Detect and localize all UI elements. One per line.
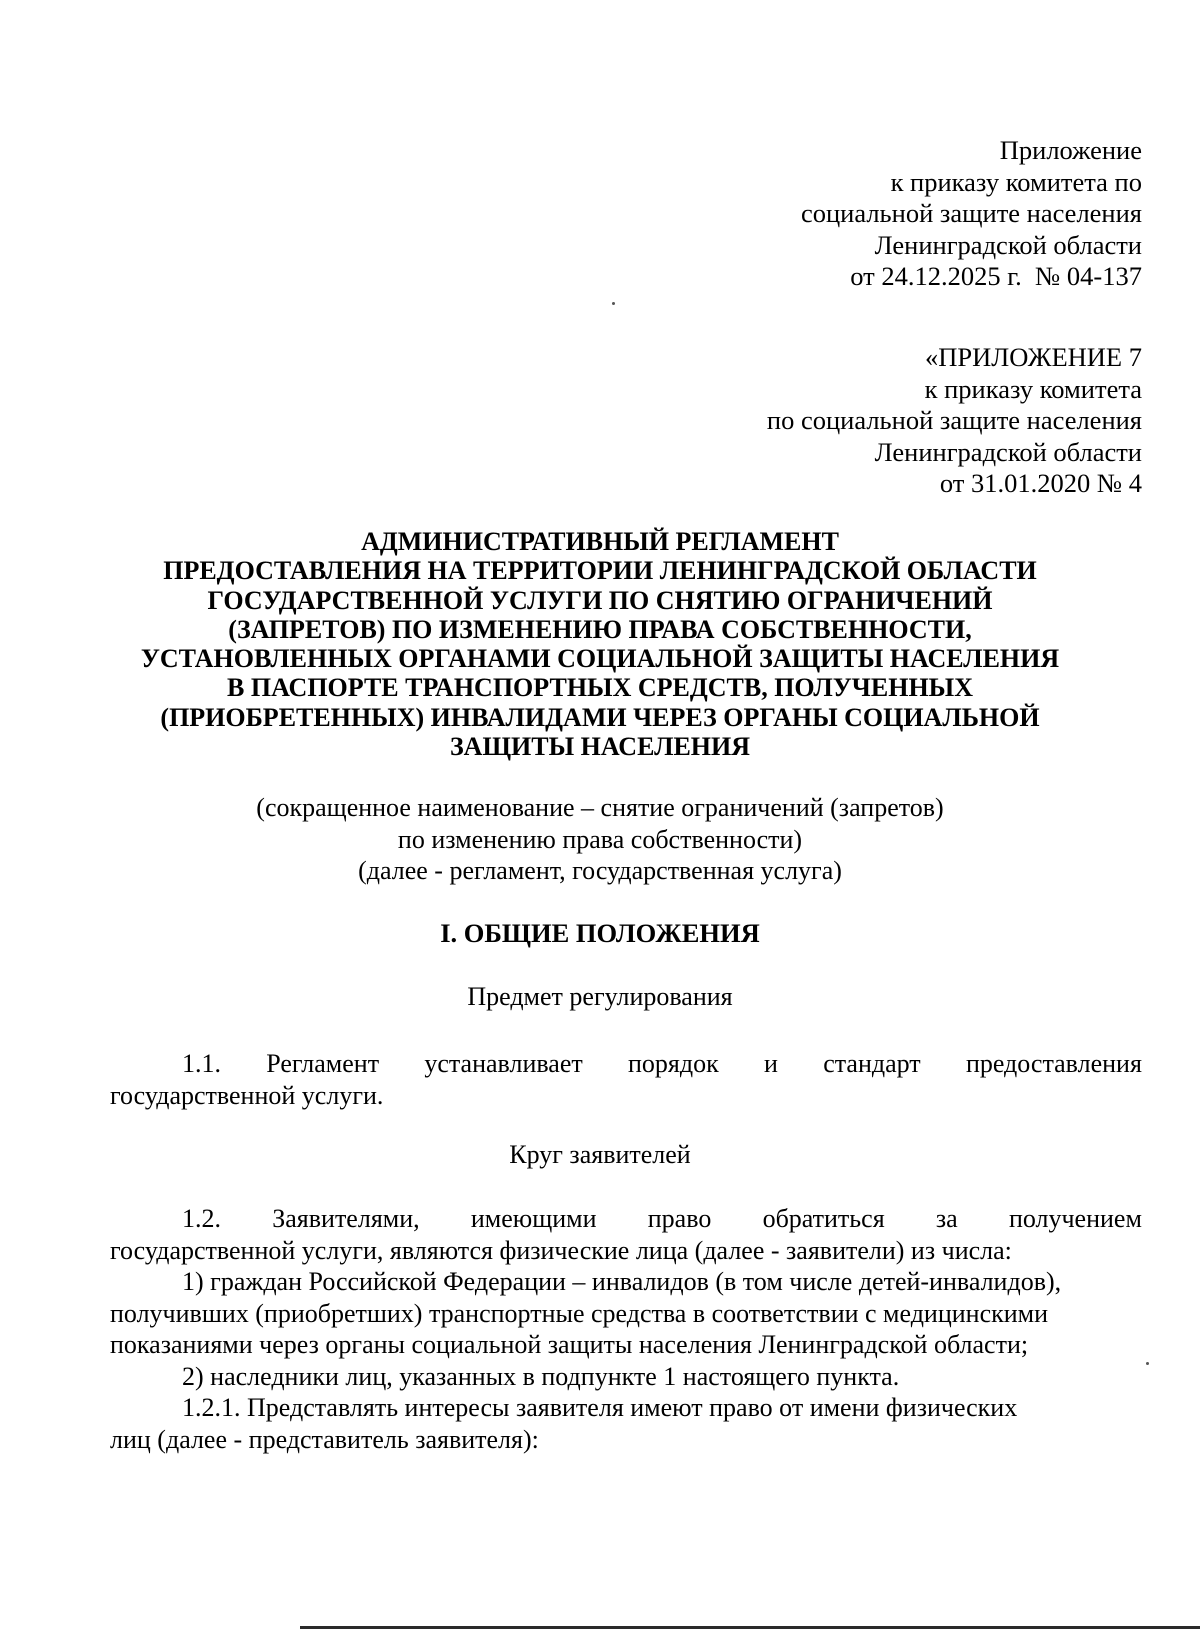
word: право — [647, 1204, 712, 1233]
paragraph-1-2-1-line-2: лиц (далее - представитель заявителя): — [110, 1424, 539, 1454]
short-name-line-3: (далее - регламент, государственная услуга) — [358, 856, 842, 885]
title-line-6: В ПАСПОРТЕ ТРАНСПОРТНЫХ СРЕДСТВ, ПОЛУЧЕННЫХ — [227, 673, 973, 703]
paragraph-1-2 — [110, 1203, 1142, 1455]
item-1-line-2: получивших (приобретших) транспортные средства в соответствии с медицинскими — [110, 1298, 1049, 1328]
short-name-block — [140, 792, 1060, 887]
paragraph-1-1-line-2: государственной услуги. — [110, 1080, 384, 1110]
appendix-current-line-5: от 24.12.2025 г. № 04-137 — [850, 261, 1142, 291]
appendix-current-line-1: Приложение — [999, 135, 1142, 165]
appendix-current-line-4: Ленинградской области — [874, 229, 1142, 260]
title-line-5: УСТАНОВЛЕННЫХ ОРГАНАМИ СОЦИАЛЬНОЙ ЗАЩИТЫ НАСЕЛЕНИЯ — [140, 644, 1060, 674]
appendix-original-line-3: по социальной защите населения — [766, 405, 1142, 435]
title-line-4: (ЗАПРЕТОВ) ПО ИЗМЕНЕНИЮ ПРАВА СОБСТВЕННОСТИ, — [228, 614, 972, 644]
title-line-7: (ПРИОБРЕТЕННЫХ) ИНВАЛИДАМИ ЧЕРЕЗ ОРГАНЫ СОЦИАЛЬНОЙ — [160, 702, 1040, 732]
appendix-current-line-3: социальной защите населения — [800, 198, 1142, 228]
page-bottom-edge — [300, 1626, 1200, 1629]
item-1-line-1: 1) граждан Российской Федерации – инвалидов (в том числе детей-инвалидов), — [182, 1267, 1062, 1296]
section-heading-general: I. ОБЩИЕ ПОЛОЖЕНИЯ — [440, 918, 760, 948]
item-2: 2) наследники лиц, указанных в подпункте 1 настоящего пункта. — [182, 1361, 900, 1391]
regulation-title — [90, 527, 1110, 761]
subheading-applicants: Круг заявителей — [509, 1140, 691, 1169]
paragraph-1-2-1-line-1: 1.2.1. Представлять интересы заявителя имеют право от имени физических — [182, 1393, 1018, 1422]
appendix-original-header — [767, 342, 1142, 500]
appendix-original-line-5: от 31.01.2020 № 4 — [939, 468, 1142, 498]
word: обратиться — [762, 1204, 885, 1233]
title-line-3: ГОСУДАРСТВЕННОЙ УСЛУГИ ПО СНЯТИЮ ОГРАНИЧЕНИЙ — [207, 585, 993, 615]
appendix-current-header — [801, 135, 1142, 293]
word: 1.1. — [182, 1049, 221, 1078]
title-line-1: АДМИНИСТРАТИВНЫЙ РЕГЛАМЕНТ — [361, 527, 839, 556]
scan-speck — [1146, 1362, 1149, 1365]
title-line-8: ЗАЩИТЫ НАСЕЛЕНИЯ — [449, 732, 751, 762]
word: стандарт — [823, 1049, 921, 1078]
scan-speck — [612, 302, 615, 305]
appendix-current-line-2: к приказу комитета по — [890, 166, 1142, 197]
word: и — [764, 1049, 778, 1078]
word: Регламент — [266, 1049, 380, 1078]
word: порядок — [628, 1049, 719, 1078]
appendix-original-line-1: «ПРИЛОЖЕНИЕ 7 — [925, 342, 1142, 372]
paragraph-1-2-line-2: государственной услуги, являются физические лица (далее - заявители) из числа: — [110, 1235, 1012, 1265]
item-1-line-3: показаниями через органы социальной защиты населения Ленинградской области; — [110, 1330, 1029, 1359]
word: Заявителями, — [272, 1204, 420, 1233]
word: имеющими — [470, 1204, 597, 1233]
subheading-subject: Предмет регулирования — [467, 982, 733, 1011]
word: 1.2. — [182, 1204, 221, 1233]
word: за — [935, 1204, 958, 1233]
word: предоставления — [965, 1049, 1142, 1078]
paragraph-1-1 — [110, 1048, 1142, 1111]
title-line-2: ПРЕДОСТАВЛЕНИЯ НА ТЕРРИТОРИИ ЛЕНИНГРАДСКОЙ ОБЛАСТИ — [163, 556, 1037, 586]
paragraph-1-1-line-1 — [110, 1048, 1142, 1080]
appendix-original-line-4: Ленинградской области — [874, 436, 1142, 467]
appendix-original-line-2: к приказу комитета — [924, 373, 1142, 404]
short-name-line-1: (сокращенное наименование – снятие ограничений (запретов) — [256, 793, 944, 822]
word: получением — [1008, 1204, 1142, 1233]
word: устанавливает — [424, 1049, 583, 1078]
paragraph-1-2-line-1 — [110, 1203, 1142, 1235]
short-name-line-2: по изменению права собственности) — [397, 824, 803, 854]
